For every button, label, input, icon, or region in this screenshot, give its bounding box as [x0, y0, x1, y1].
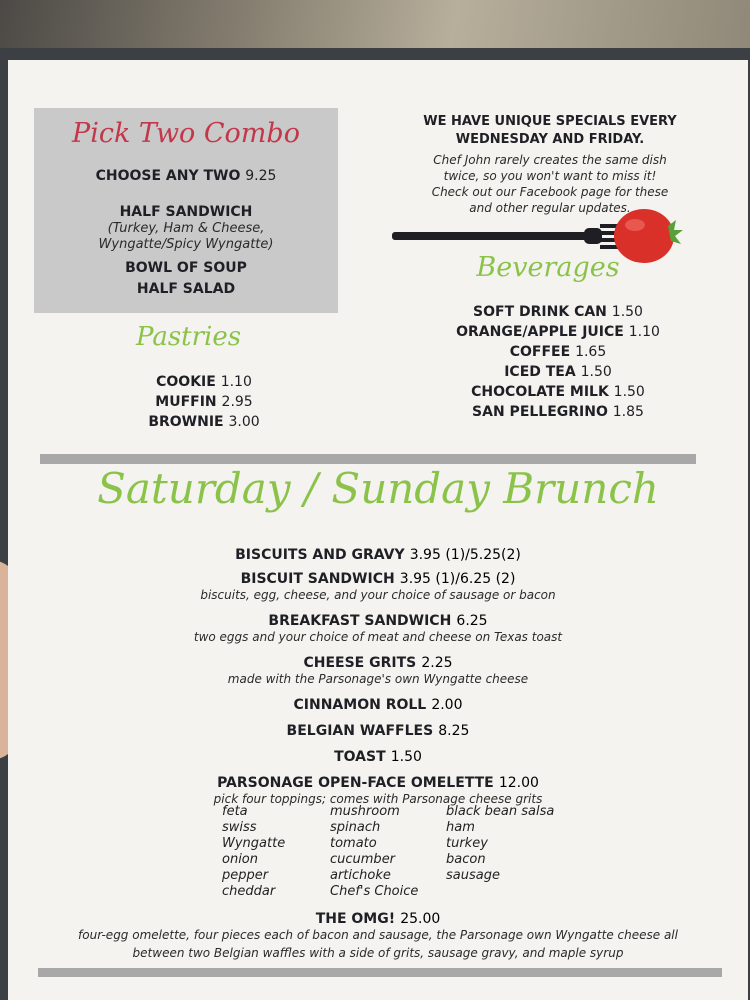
- pastry-item: [104, 374, 304, 394]
- toppings-column-1: [222, 804, 332, 900]
- beverage-price: 1.50: [580, 364, 612, 380]
- topping-item: bacon: [446, 852, 486, 867]
- omg-price: 25.00: [400, 911, 441, 927]
- topping-item: tomato: [330, 836, 377, 851]
- topping-item: Wyngatte: [222, 836, 286, 851]
- topping-item: ham: [446, 820, 475, 835]
- half-sandwich-label: HALF SANDWICH: [119, 204, 253, 220]
- pastries-list: [104, 374, 304, 434]
- toppings-column-3: [446, 804, 586, 884]
- brunch-title: Saturday / Sunday Brunch: [97, 464, 659, 513]
- brunch-item: [68, 694, 688, 720]
- beverage-name: ICED TEA: [504, 364, 576, 380]
- section-divider: [40, 454, 696, 464]
- brunch-item: [68, 772, 688, 792]
- beverage-name: COFFEE: [509, 344, 571, 360]
- brunch-item: [68, 746, 688, 772]
- brunch-item-name: BELGIAN WAFFLES: [286, 723, 434, 739]
- beverage-price: 1.50: [611, 304, 643, 320]
- pick-two-title: Pick Two Combo: [72, 118, 300, 149]
- beverage-item: [388, 344, 728, 364]
- brunch-item-price: 2.25: [421, 655, 453, 671]
- topping-item: mushroom: [330, 804, 400, 819]
- specials-heading-2: WEDNESDAY AND FRIDAY.: [455, 132, 645, 147]
- beverage-price: 1.50: [613, 384, 645, 400]
- specials-note-3: Check out our Facebook page for these: [431, 185, 669, 199]
- omg-name: THE OMG!: [315, 911, 396, 927]
- brunch-item-name: PARSONAGE OPEN-FACE OMELETTE: [217, 775, 494, 791]
- beverage-item: [388, 404, 728, 424]
- topping-item: black bean salsa: [446, 804, 555, 819]
- pastries-title: Pastries: [136, 322, 242, 352]
- bottom-divider: [38, 968, 722, 977]
- specials-heading-1: WE HAVE UNIQUE SPECIALS EVERY: [423, 114, 677, 129]
- pastry-name: COOKIE: [156, 374, 216, 390]
- brunch-item-price: 8.25: [438, 723, 470, 739]
- pastry-price: 3.00: [228, 414, 260, 430]
- beverage-item: [388, 304, 728, 324]
- beverage-item: [388, 364, 728, 384]
- brunch-item: [68, 652, 688, 672]
- topping-item: Chef's Choice: [330, 884, 419, 899]
- beverage-name: SAN PELLEGRINO: [472, 404, 608, 420]
- beverage-item: [388, 384, 728, 404]
- toppings-column-2: [330, 804, 450, 900]
- omg-desc-1: four-egg omelette, four pieces each of bacon and sausage, the Parsonage own Wyngatte cheese all: [78, 928, 678, 942]
- beverage-name: SOFT DRINK CAN: [473, 304, 607, 320]
- topping-item: spinach: [330, 820, 381, 835]
- pastry-item: [104, 394, 304, 414]
- brunch-item-price: 12.00: [498, 775, 539, 791]
- brunch-item-name: CINNAMON ROLL: [293, 697, 427, 713]
- topping-item: turkey: [446, 836, 488, 851]
- brunch-item-name: CHEESE GRITS: [303, 655, 417, 671]
- brunch-item: [68, 544, 688, 568]
- beverage-name: CHOCOLATE MILK: [471, 384, 609, 400]
- beverage-item: [388, 324, 728, 344]
- brunch-item-desc: two eggs and your choice of meat and cheese on Texas toast: [193, 630, 563, 644]
- pastry-price: 2.95: [221, 394, 253, 410]
- choose-price: 9.25: [245, 168, 277, 184]
- topping-item: swiss: [222, 820, 257, 835]
- brunch-item-name: TOAST: [334, 749, 386, 765]
- beverages-list: [388, 304, 728, 424]
- half-sandwich-note-2: Wyngatte/Spicy Wyngatte): [98, 237, 274, 252]
- brunch-item-price: 1.50: [390, 749, 422, 765]
- topping-item: pepper: [222, 868, 269, 883]
- topping-item: feta: [222, 804, 248, 819]
- brunch-item-price: 3.95 (1)/5.25(2): [409, 547, 521, 563]
- brunch-item: [68, 610, 688, 630]
- beverage-name: ORANGE/APPLE JUICE: [456, 324, 624, 340]
- brunch-list: [68, 544, 688, 812]
- brunch-item-desc: made with the Parsonage's own Wyngatte cheese: [227, 672, 529, 686]
- specials-note-1: Chef John rarely creates the same dish: [433, 153, 667, 167]
- topping-item: onion: [222, 852, 258, 867]
- choose-label: CHOOSE ANY TWO: [95, 168, 241, 184]
- half-sandwich-note-1: (Turkey, Ham & Cheese,: [107, 221, 265, 236]
- brunch-item-price: 6.25: [456, 613, 488, 629]
- brunch-item-name: BISCUITS AND GRAVY: [235, 547, 405, 563]
- specials-note-2: twice, so you won't want to miss it!: [443, 169, 657, 183]
- topping-item: cucumber: [330, 852, 396, 867]
- beverages-title: Beverages: [476, 252, 620, 283]
- specials-note-4: and other regular updates.: [469, 201, 631, 215]
- beverage-price: 1.65: [575, 344, 607, 360]
- brunch-item-price: 2.00: [431, 697, 463, 713]
- topping-item: sausage: [446, 868, 500, 883]
- omg-item: [48, 908, 708, 927]
- beverage-price: 1.10: [628, 324, 660, 340]
- brunch-item: [68, 720, 688, 746]
- pastry-price: 1.10: [220, 374, 252, 390]
- pastry-name: BROWNIE: [148, 414, 224, 430]
- brunch-item: [68, 568, 688, 588]
- half-salad: HALF SALAD: [136, 281, 236, 297]
- bowl-of-soup: BOWL OF SOUP: [125, 260, 247, 276]
- brunch-item-name: BISCUIT SANDWICH: [240, 571, 395, 587]
- topping-item: artichoke: [330, 868, 391, 883]
- brunch-item-desc: biscuits, egg, cheese, and your choice of sausage or bacon: [200, 588, 556, 602]
- omg-desc-2: between two Belgian waffles with a side of grits, sausage gravy, and maple syrup: [132, 946, 624, 960]
- menu-sheet: [8, 60, 748, 1000]
- topping-item: cheddar: [222, 884, 276, 899]
- brunch-item-name: BREAKFAST SANDWICH: [268, 613, 452, 629]
- choose-any-two: [34, 168, 338, 184]
- brunch-item-desc: pick four toppings; comes with Parsonage cheese grits: [213, 792, 543, 806]
- brunch-item-price: 3.95 (1)/6.25 (2): [399, 571, 516, 587]
- beverage-price: 1.85: [612, 404, 644, 420]
- pastry-name: MUFFIN: [155, 394, 217, 410]
- pastry-item: [104, 414, 304, 434]
